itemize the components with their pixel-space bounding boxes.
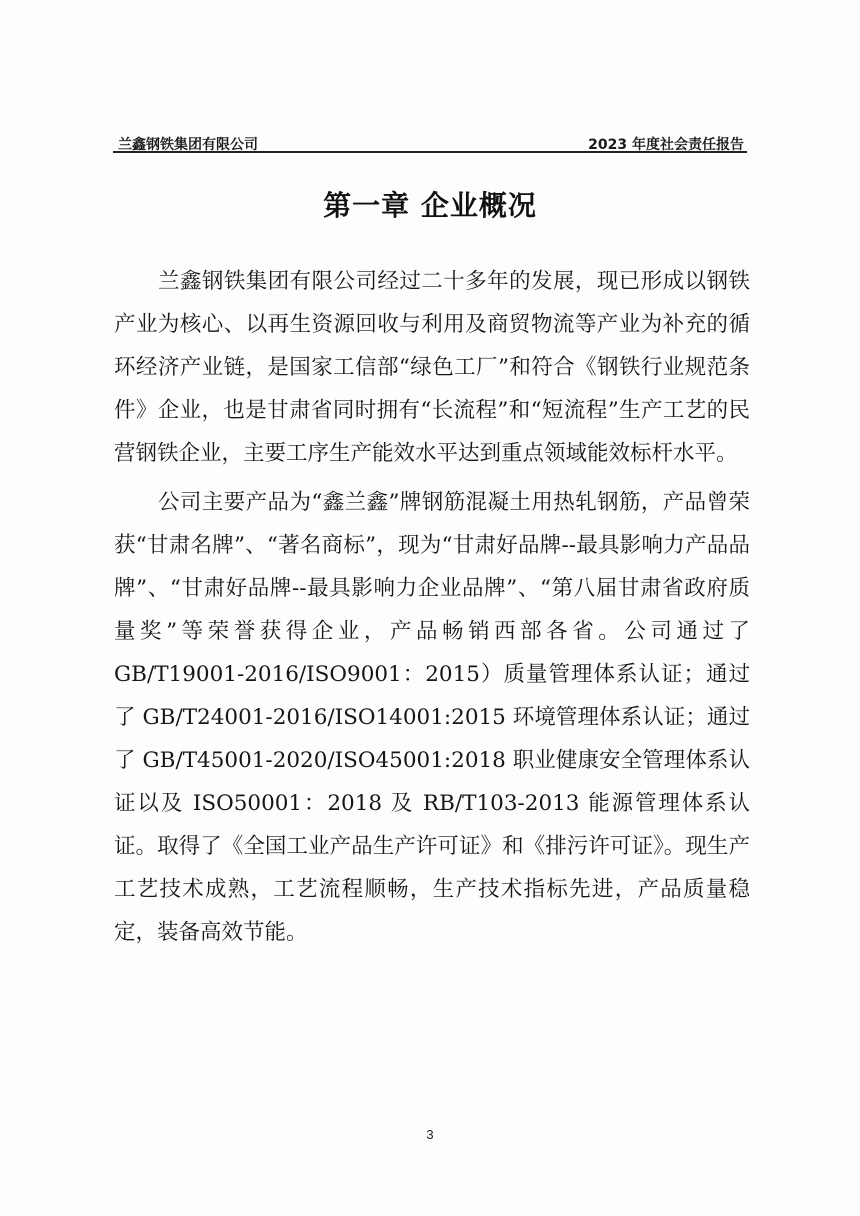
page-number: 3 (426, 1127, 434, 1142)
header-report-title: 2023 年度社会责任报告 (588, 137, 744, 153)
header-company-name: 兰鑫钢铁集团有限公司 (118, 137, 258, 153)
header-divider (113, 151, 747, 153)
paragraph-overview: 兰鑫钢铁集团有限公司经过二十多年的发展，现已形成以钢铁产业为核心、以再生资源回收与利用及商贸物流等产业为补充的循环经济产业链，是国家工信部“绿色工厂”和符合《钢铁行业规范条件》企业，也是甘肃省同时拥有“长流程”和“短流程”生产工艺的民营钢铁企业，主要工序生产能效水平达到重点领域能效标杆水平。 (114, 269, 750, 466)
page-header (113, 130, 747, 152)
body-text (114, 260, 750, 960)
paragraph-products: 公司主要产品为“鑫兰鑫”牌钢筋混凝土用热轧钢筋，产品曾荣获“甘肃名牌”、“著名商标”，现为“甘肃好品牌--最具影响力产品品牌”、“甘肃好品牌--最具影响力企业品牌”、“第八届甘肃省政府质量奖”等荣誉获得企业，产品畅销西部各省。公司通过了 GB/T19001-2016/ISO9001：2015）质量管理体系认证；通过了 GB/T24001-2016/ISO14001:2015 环境管理体系认证；通过了 GB/T45001-2020/ISO45001:2018 职业健康安全管理体系认证以及 ISO50001：2018 及 RB/T103-2013 能源管理体系认证。取得了《全国工业产品生产许可证》和《排污许可证》。现生产工艺技术成熟，工艺流程顺畅，生产技术指标先进，产品质量稳定，装备高效节能。 (114, 490, 750, 945)
chapter-title: 第一章 企业概况 (323, 189, 537, 222)
